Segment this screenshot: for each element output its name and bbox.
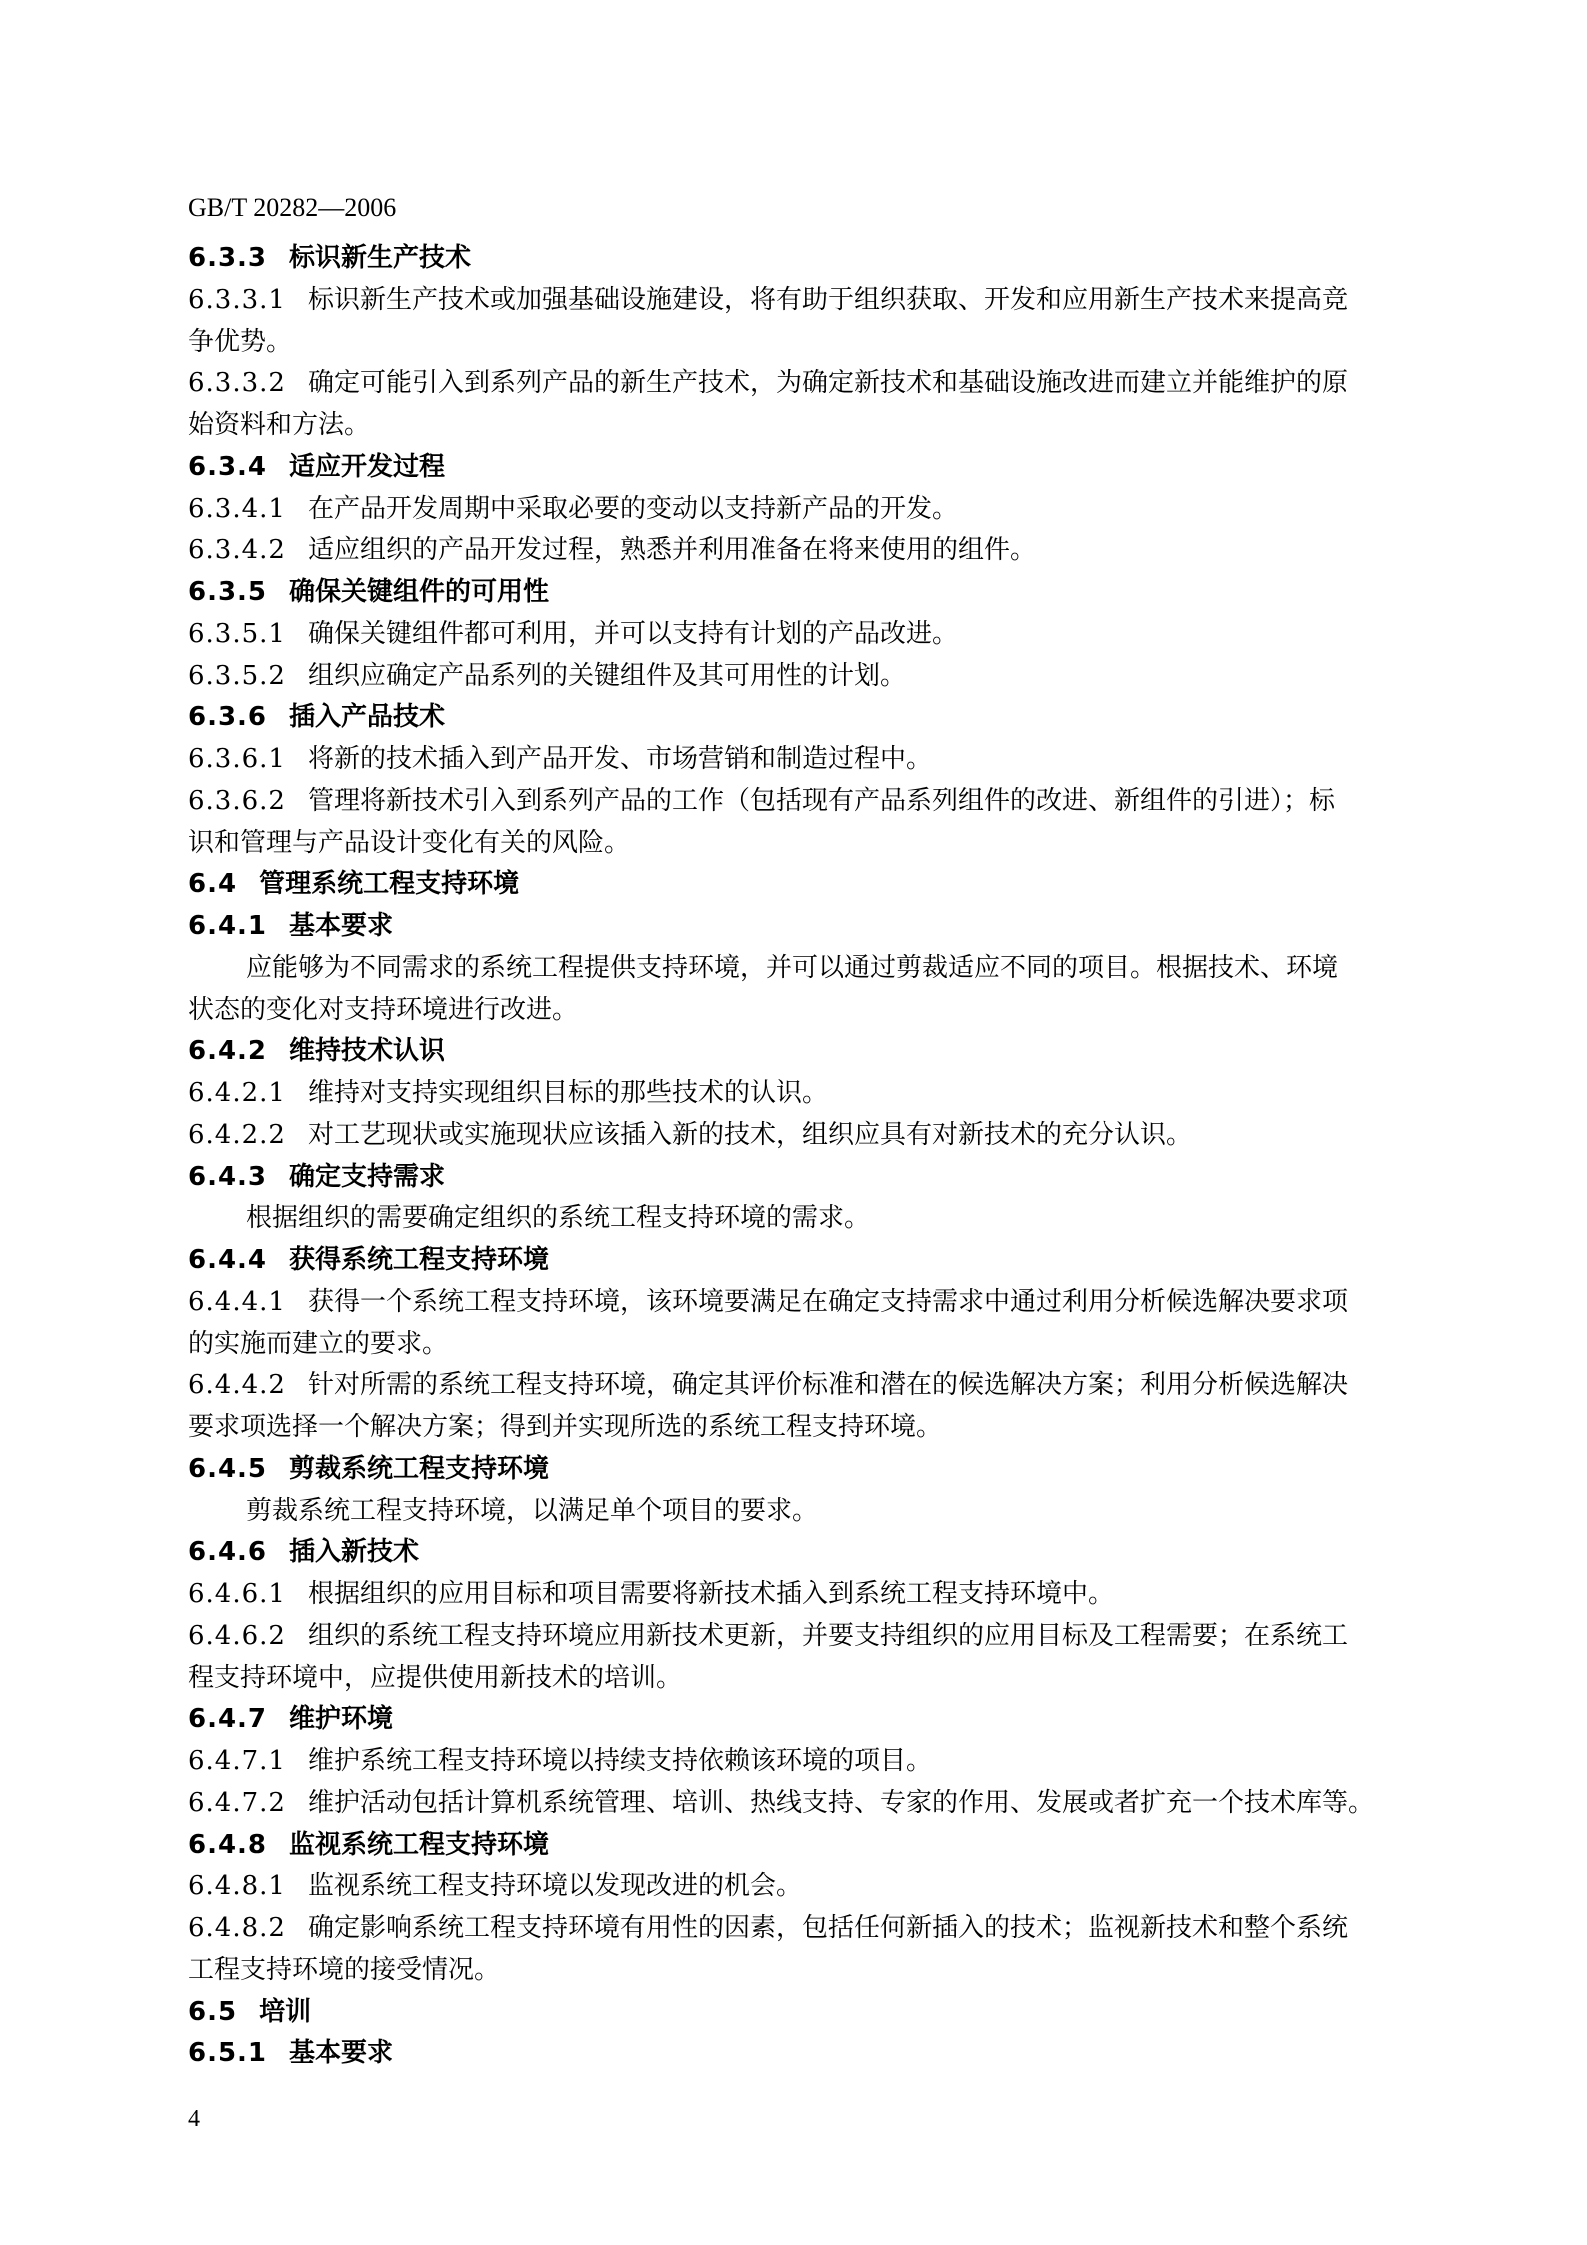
clause-number: 6.3.5.2 — [188, 660, 286, 691]
clause-line — [188, 1908, 1424, 1950]
clause-line — [188, 739, 1424, 781]
section-heading — [188, 2033, 1424, 2075]
clause-number: 6.4 — [188, 869, 238, 900]
clause-text: 确定影响系统工程支持环境有用性的因素，包括任何新插入的技术；监视新技术和整个系统 — [307, 1913, 1348, 1943]
section-heading — [188, 447, 1424, 489]
clause-number: 6.4.8 — [188, 1829, 268, 1860]
continuation-line — [188, 990, 1424, 1032]
clause-number: 6.3.6 — [188, 702, 268, 733]
heading-text: 基本要求 — [289, 2038, 394, 2069]
clause-number: 6.3.4.1 — [188, 493, 286, 524]
clause-line — [188, 1574, 1424, 1616]
section-heading — [188, 238, 1424, 280]
clause-text: 监视系统工程支持环境以发现改进的机会。 — [307, 1871, 802, 1902]
continuation-line — [188, 948, 1424, 990]
heading-text: 维持技术认识 — [289, 1036, 446, 1067]
clause-number: 6.5 — [188, 1996, 238, 2027]
clause-number: 6.4.2.2 — [188, 1119, 286, 1150]
heading-text: 获得系统工程支持环境 — [289, 1245, 550, 1275]
heading-text: 剪裁系统工程支持环境 — [289, 1453, 550, 1484]
clause-text: 组织应确定产品系列的关键组件及其可用性的计划。 — [307, 660, 906, 691]
clause-number: 6.3.3.1 — [188, 284, 286, 315]
section-heading — [188, 1532, 1424, 1574]
clause-line — [188, 1616, 1424, 1658]
section-heading — [188, 1992, 1424, 2034]
clause-number: 6.4.7 — [188, 1704, 268, 1735]
clause-line — [188, 363, 1424, 405]
clause-number: 6.3.5.1 — [188, 618, 286, 649]
section-heading — [188, 1699, 1424, 1741]
clause-line — [188, 1866, 1424, 1908]
page-number: 4 — [188, 2106, 200, 2132]
heading-text: 培训 — [259, 1996, 312, 2027]
clause-number: 6.4.7.2 — [188, 1787, 286, 1818]
clause-number: 6.3.6.1 — [188, 744, 286, 774]
clause-number: 6.4.6.2 — [188, 1620, 286, 1651]
section-heading — [188, 864, 1424, 906]
heading-text: 确定支持需求 — [289, 1161, 446, 1192]
clause-line — [188, 1741, 1424, 1783]
section-heading — [188, 906, 1424, 948]
section-heading — [188, 1825, 1424, 1867]
clause-number: 6.4.8.2 — [188, 1913, 286, 1943]
clause-number: 6.4.5 — [188, 1453, 268, 1484]
section-heading — [188, 572, 1424, 614]
clause-text: 获得一个系统工程支持环境，该环境要满足在确定支持需求中通过利用分析候选解决要求项 — [307, 1286, 1348, 1317]
clause-number: 6.4.6 — [188, 1537, 268, 1568]
heading-text: 维护环境 — [289, 1704, 394, 1735]
clause-text: 确保关键组件都可利用，并可以支持有计划的产品改进。 — [307, 618, 958, 649]
clause-text: 对工艺现状或实施现状应该插入新的技术，组织应具有对新技术的充分认识。 — [307, 1119, 1192, 1150]
clause-text: 适应组织的产品开发过程，熟悉并利用准备在将来使用的组件。 — [307, 535, 1036, 566]
clause-number: 6.4.4.2 — [188, 1370, 286, 1401]
clause-line — [188, 1783, 1424, 1825]
continuation-line — [188, 322, 1424, 364]
heading-text: 确保关键组件的可用性 — [289, 577, 550, 607]
clause-text: 在产品开发周期中采取必要的变动以支持新产品的开发。 — [307, 493, 958, 524]
clause-text: 维持对支持实现组织目标的那些技术的认识。 — [307, 1078, 828, 1108]
clause-text: 组织的系统工程支持环境应用新技术更新，并要支持组织的应用目标及工程需要；在系统工 — [307, 1620, 1348, 1651]
clause-text: 标识新生产技术或加强基础设施建设，将有助于组织获取、开发和应用新生产技术来提高竞 — [307, 284, 1348, 315]
clause-line — [188, 656, 1424, 698]
clause-line — [188, 280, 1424, 322]
clause-text: 状态的变化对支持环境进行改进。 — [188, 994, 579, 1025]
section-heading — [188, 1031, 1424, 1073]
clause-line — [188, 1282, 1424, 1324]
clause-text: 应能够为不同需求的系统工程提供支持环境，并可以通过剪裁适应不同的项目。根据技术、环境 — [246, 952, 1339, 983]
heading-text: 适应开发过程 — [289, 451, 446, 482]
clause-text: 始资料和方法。 — [188, 410, 371, 440]
clause-line — [188, 1115, 1424, 1157]
section-heading — [188, 1240, 1424, 1282]
clause-text: 剪裁系统工程支持环境，以满足单个项目的要求。 — [246, 1495, 819, 1526]
clause-text: 维护活动包括计算机系统管理、培训、热线支持、专家的作用、发展或者扩充一个技术库等。 — [307, 1787, 1374, 1818]
continuation-line — [188, 1198, 1424, 1240]
continuation-line — [188, 1407, 1424, 1449]
continuation-line — [188, 1658, 1424, 1700]
clause-line — [188, 489, 1424, 531]
clause-number: 6.4.1 — [188, 911, 268, 941]
clause-line — [188, 1365, 1424, 1407]
clause-text: 工程支持环境的接受情况。 — [188, 1954, 501, 1985]
clause-number: 6.3.4.2 — [188, 535, 286, 566]
clause-number: 6.3.3.2 — [188, 368, 286, 399]
continuation-line — [188, 405, 1424, 447]
clause-number: 6.4.3 — [188, 1161, 268, 1192]
heading-text: 插入产品技术 — [289, 702, 446, 733]
clause-number: 6.4.2.1 — [188, 1078, 286, 1108]
heading-text: 管理系统工程支持环境 — [259, 869, 520, 900]
heading-text: 标识新生产技术 — [289, 243, 472, 273]
section-heading — [188, 1449, 1424, 1491]
section-heading — [188, 1157, 1424, 1199]
clause-text: 维护系统工程支持环境以持续支持依赖该环境的项目。 — [307, 1746, 932, 1776]
continuation-line — [188, 823, 1424, 865]
clause-number: 6.4.2 — [188, 1036, 268, 1067]
clause-text: 管理将新技术引入到系列产品的工作（包括现有产品系列组件的改进、新组件的引进）；标 — [307, 785, 1335, 816]
clause-number: 6.4.4.1 — [188, 1286, 286, 1317]
clause-number: 6.3.6.2 — [188, 785, 286, 816]
clause-line — [188, 530, 1424, 572]
clause-number: 6.4.8.1 — [188, 1871, 286, 1902]
clause-line — [188, 1073, 1424, 1115]
clause-number: 6.5.1 — [188, 2038, 268, 2069]
clause-text: 根据组织的应用目标和项目需要将新技术插入到系统工程支持环境中。 — [307, 1579, 1114, 1609]
clause-text: 针对所需的系统工程支持环境，确定其评价标准和潜在的候选解决方案；利用分析候选解决 — [307, 1370, 1348, 1401]
clause-text: 将新的技术插入到产品开发、市场营销和制造过程中。 — [307, 744, 932, 774]
clause-text: 确定可能引入到系列产品的新生产技术，为确定新技术和基础设施改进而建立并能维护的原 — [307, 368, 1348, 399]
clause-line — [188, 614, 1424, 656]
heading-text: 插入新技术 — [289, 1537, 420, 1568]
continuation-line — [188, 1950, 1424, 1992]
clause-text: 要求项选择一个解决方案；得到并实现所选的系统工程支持环境。 — [188, 1412, 943, 1442]
clause-text: 争优势。 — [188, 326, 293, 357]
clause-line — [188, 781, 1424, 823]
standard-header: GB/T 20282—2006 — [188, 193, 397, 222]
section-heading — [188, 697, 1424, 739]
document-body — [188, 238, 1424, 2075]
clause-number: 6.4.6.1 — [188, 1579, 286, 1609]
clause-text: 程支持环境中，应提供使用新技术的培训。 — [188, 1662, 683, 1693]
continuation-line — [188, 1491, 1424, 1533]
clause-number: 6.4.4 — [188, 1245, 268, 1275]
continuation-line — [188, 1324, 1424, 1366]
heading-text: 基本要求 — [289, 911, 394, 941]
clause-text: 根据组织的需要确定组织的系统工程支持环境的需求。 — [246, 1203, 871, 1234]
clause-number: 6.3.4 — [188, 451, 268, 482]
clause-text: 识和管理与产品设计变化有关的风险。 — [188, 827, 631, 858]
clause-text: 的实施而建立的要求。 — [188, 1328, 449, 1359]
heading-text: 监视系统工程支持环境 — [289, 1829, 550, 1860]
clause-number: 6.3.3 — [188, 243, 268, 273]
clause-number: 6.4.7.1 — [188, 1746, 286, 1776]
clause-number: 6.3.5 — [188, 577, 268, 607]
